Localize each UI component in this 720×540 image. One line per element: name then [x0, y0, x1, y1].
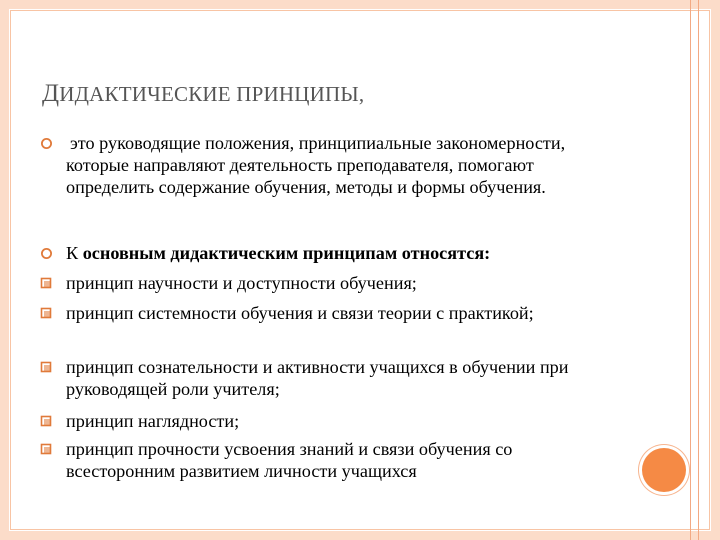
- list-item: [40, 302, 620, 356]
- title-rest: ИДАКТИЧЕСКИЕ ПРИНЦИПЫ,: [59, 82, 365, 106]
- square-bullet-icon: [40, 361, 53, 374]
- item-text: это руководящие положения, принципиальные закономерности, которые направляют деятельность преподавателя, помогают определить содержание обучения, методы и формы обучения.: [66, 133, 566, 197]
- frame-rail-line: [698, 0, 699, 540]
- list-item: [40, 410, 620, 438]
- ring-bullet-icon: [40, 247, 53, 260]
- ring-bullet-icon: [40, 137, 53, 150]
- list-item: [40, 242, 620, 272]
- item-text: принцип прочности усвоения знаний и связи обучения со всесторонним развитием личности учащихся: [66, 439, 513, 481]
- title-initial: Д: [42, 80, 60, 107]
- item-prefix: К: [66, 243, 83, 263]
- item-text: принцип наглядности;: [66, 411, 240, 431]
- bullet-list: [40, 132, 620, 488]
- item-bold-text: основным дидактическим принципам относятся:: [82, 243, 491, 263]
- decorative-circle-icon: [642, 448, 686, 492]
- square-bullet-icon: [40, 443, 53, 456]
- list-item: [40, 132, 620, 242]
- list-item: [40, 356, 620, 410]
- square-bullet-icon: [40, 415, 53, 428]
- square-bullet-icon: [40, 307, 53, 320]
- square-bullet-icon: [40, 277, 53, 290]
- list-item: [40, 438, 620, 488]
- frame-rail-line: [690, 0, 691, 540]
- item-text: принцип сознательности и активности учащихся в обучении при руководящей роли учителя;: [66, 357, 569, 399]
- slide-title: [42, 80, 364, 108]
- list-item: [40, 272, 620, 302]
- item-text: принцип научности и доступности обучения;: [66, 273, 417, 293]
- item-text: принцип системности обучения и связи теории с практикой;: [66, 303, 534, 323]
